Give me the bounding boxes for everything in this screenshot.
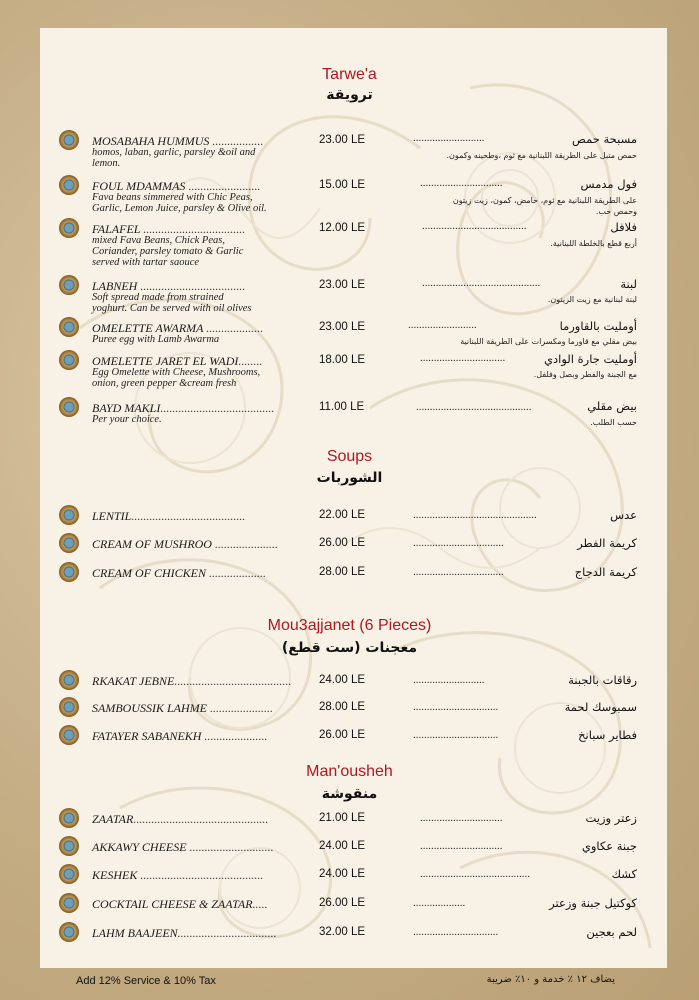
leader-dots: ........................................... xyxy=(422,277,541,289)
item-price: 26.00 LE xyxy=(319,537,366,549)
menu-badge-icon xyxy=(59,697,79,717)
section-title-tarwea: Tarwe'a xyxy=(322,66,377,83)
item-price: 23.00 LE xyxy=(319,134,366,146)
menu-badge-icon xyxy=(59,350,79,370)
section-title-manousheh: Man'ousheh xyxy=(306,763,393,780)
leader-dots: ............................... xyxy=(420,352,506,364)
menu-panel xyxy=(40,28,667,968)
leader-dots: .............................. xyxy=(420,812,503,824)
leader-dots: ................................. xyxy=(413,537,504,549)
item-name: MOSABAHA HUMMUS xyxy=(92,134,210,148)
menu-badge-icon xyxy=(59,275,79,295)
menu-badge-icon xyxy=(59,317,79,337)
leader-dots: ............................................. xyxy=(413,509,537,521)
item-desc-ar: بيض مقلي مع قاورما ومكسرات على الطريقة اللبنانية xyxy=(460,337,637,346)
item-price: 15.00 LE xyxy=(319,179,366,191)
menu-page: Tarwe'a ترويقة MOSABAHA HUMMUS ................. homos, laban, garlic, parsley &oil and lemon. 23.00 LE .......................... مسبحة حمص حمص متبل على الطريقة اللبنانية مع ثوم ،وطحينه وكمون. FOUL MDAMMAS ........................ Fava beans simmered with Chic Peas, Garlic, Lemon Juice, parsley & Olive oil. 15.00 LE .............................. فول مدمس على الطريقة اللبنانية مع ثوم، حامض، كمون، زيت زيتون وحمص حب. FALAFEL .................................. mixed Fava Beans, Chick Peas, Coriander, parsley tomato & Garlic served with tartar saouce 12.00 LE ...................................... فلافل أربع قطع بالخلطة اللبنانية. LABNEH ................................... Soft spread made from strained yoghurt. Can be served with oil olives 23.00 LE ........................................... لبنة لبنة لبنانية مع زيت الزيتون. OMELETTE AWARMA ................... Puree egg with Lamb Awarma 23.00 LE ......................... أومليت بالقاورما بيض مقلي مع قاورما ومكسرات على الطريقة اللبنانية OMELETTE JARET EL WADI........ Egg Omelette with Cheese, Mushrooms, onion, green pepper &cream fresh 18.00 LE ............................... أومليت جارة الوادي مع الجبنة والفطر وبصل وفلفل. BAYD MAKLI...................................... Per your choice. 11.00 LE .......................................... بيض مقلي حسب الطلب. Soups الشوربات LENTIL...................................... 22.00 LE ............................................. عدس CREAM OF MUSHROO ..................... 26.00 LE ................................. كريمة الفطر CREAM OF CHICKEN ................... 28.00 LE ................................. كريمة الدجاج Mou3ajjanet (6 Pieces) معجنات (ست قطع) RKAKAT JEBNE....................................... 24.00 LE .......................... رقاقات بالجبنة SAMBOUSSIK LAHME ..................... 28.00 LE ............................... سمبوسك لحمة FATAYER SABANEKH ..................... 26.00 LE ............................... فطاير سبانخ Man'ousheh منقوشة ZAATAR............................................. 21.00 LE .............................. زعتر وزيت AKKAWY CHEESE ............................ 24.00 LE .............................. جبنة عكاوي KESHEK ......................................... 24.00 LE ........................................ كشك COCKTAIL CHEESE & ZAATAR..... 26.00 LE ................... كوكتيل جبنة وزعتر LAHM BAAJEEN................................. 32.00 LE ............................... لحم بعجين Add 12% Service & 10% Tax يضاف ١٢ ٪ خدمة و ١٠٪ ضريبة xyxy=(0,0,699,1000)
item-desc-ar: حمص متبل على الطريقة اللبنانية مع ثوم ،وطحينه وكمون. xyxy=(446,151,637,160)
menu-badge-icon xyxy=(59,808,79,828)
paisley-background-pattern xyxy=(40,28,667,968)
item-name: KESHEK xyxy=(92,868,138,882)
item-price: 23.00 LE xyxy=(319,321,366,333)
menu-badge-icon xyxy=(59,725,79,745)
item-desc: Per your choice. xyxy=(92,414,162,425)
menu-badge-icon xyxy=(59,533,79,553)
menu-badge-icon xyxy=(59,562,79,582)
item-desc: homos, laban, garlic, parsley &oil and lemon. xyxy=(92,147,256,169)
item-price: 22.00 LE xyxy=(319,509,366,521)
leader-dots: .......................................... xyxy=(416,401,532,413)
item-name-ar: رقاقات بالجبنة xyxy=(568,673,637,687)
item-price: 24.00 LE xyxy=(319,840,366,852)
item-name-ar: كريمة الفطر xyxy=(577,536,637,550)
item-name-ar: كشك xyxy=(611,867,637,881)
item-name-ar: زعتر وزيت xyxy=(585,811,637,825)
leader-dots: ................... xyxy=(413,897,466,909)
menu-badge-icon xyxy=(59,505,79,525)
item-price: 26.00 LE xyxy=(319,729,366,741)
item-name: OMELETTE AWARMA xyxy=(92,321,204,335)
section-title-mouajjanet-ar: معجنات (ست قطع) xyxy=(281,640,418,656)
item-desc: Egg Omelette with Cheese, Mushrooms, onion, green pepper &cream fresh xyxy=(92,367,261,389)
item-price: 18.00 LE xyxy=(319,354,366,366)
leader-dots: .......................... xyxy=(413,674,485,686)
item-price: 12.00 LE xyxy=(319,222,366,234)
item-name-ar: كوكتيل جبنة وزعتر xyxy=(549,896,637,910)
leader-dots: ........................................ xyxy=(420,868,530,880)
item-desc: mixed Fava Beans, Chick Peas, Coriander, parsley tomato & Garlic served with tartar saouce xyxy=(92,235,244,268)
item-price: 28.00 LE xyxy=(319,566,366,578)
leader-dots: ............................... xyxy=(413,729,499,741)
section-title-manousheh-ar: منقوشة xyxy=(321,786,378,802)
item-name-ar: لحم بعجين xyxy=(586,925,637,939)
menu-badge-icon xyxy=(59,836,79,856)
item-desc: Puree egg with Lamb Awarma xyxy=(92,334,220,345)
item-name-ar: لبنة xyxy=(620,277,637,291)
item-price: 23.00 LE xyxy=(319,279,366,291)
section-title-mouajjanet: Mou3ajjanet (6 Pieces) xyxy=(267,617,432,634)
item-name-ar: سمبوسك لحمة xyxy=(564,700,637,714)
item-price: 24.00 LE xyxy=(319,674,366,686)
menu-badge-icon xyxy=(59,864,79,884)
item-name: LAHM BAAJEEN xyxy=(92,926,178,940)
menu-badge-icon xyxy=(59,130,79,150)
item-name: SAMBOUSSIK LAHME xyxy=(92,701,207,715)
item-name: OMELETTE JARET EL WADI xyxy=(92,354,239,368)
item-desc-ar: مع الجبنة والفطر وبصل وفلفل. xyxy=(533,370,637,379)
item-name: FOUL MDAMMAS xyxy=(92,179,186,193)
menu-badge-icon xyxy=(59,670,79,690)
menu-badge-icon xyxy=(59,397,79,417)
item-price: 32.00 LE xyxy=(319,926,366,938)
item-name-ar: أومليت جارة الوادي xyxy=(544,352,637,366)
section-title-soups: Soups xyxy=(326,448,373,465)
item-name: AKKAWY CHEESE xyxy=(92,840,187,854)
leader-dots: .......................... xyxy=(413,132,485,144)
item-name-ar: فول مدمس xyxy=(580,177,637,191)
item-name-ar: فلافل xyxy=(610,220,637,234)
section-title-soups-ar: الشوربات xyxy=(316,470,383,486)
menu-badge-icon xyxy=(59,218,79,238)
footer-tax-note-ar: يضاف ١٢ ٪ خدمة و ١٠٪ ضريبة xyxy=(486,974,615,985)
item-name-ar: أومليت بالقاورما xyxy=(559,319,637,333)
leader-dots: ................................. xyxy=(413,566,504,578)
menu-badge-icon xyxy=(59,893,79,913)
item-name: LABNEH xyxy=(92,279,138,293)
item-name-ar: فطاير سبانخ xyxy=(578,728,637,742)
leader-dots: ............................... xyxy=(413,926,499,938)
item-price: 11.00 LE xyxy=(319,401,365,413)
section-title-tarwea-ar: ترويقة xyxy=(326,87,373,103)
item-name: LENTIL xyxy=(92,509,132,523)
item-name-ar: عدس xyxy=(610,508,637,522)
item-name-ar: بيض مقلي xyxy=(587,399,637,413)
item-desc-ar: حسب الطلب. xyxy=(590,418,637,427)
leader-dots: .............................. xyxy=(420,177,503,189)
item-price: 24.00 LE xyxy=(319,868,366,880)
menu-badge-icon xyxy=(59,922,79,942)
leader-dots: ......................... xyxy=(408,319,477,331)
item-desc-ar: أربع قطع بالخلطة اللبنانية. xyxy=(550,239,637,248)
item-desc-ar: لبنة لبنانية مع زيت الزيتون. xyxy=(547,295,637,304)
item-name: CREAM OF MUSHROO xyxy=(92,537,212,551)
item-desc-ar: على الطريقة اللبنانية مع ثوم، حامض، كمون، زيت زيتون وحمص حب. xyxy=(452,196,637,216)
leader-dots: ............................... xyxy=(413,701,499,713)
leader-dots: .............................. xyxy=(420,840,503,852)
item-name-ar: جبنة عكاوي xyxy=(581,839,637,853)
item-price: 21.00 LE xyxy=(319,812,366,824)
item-desc: Fava beans simmered with Chic Peas, Garlic, Lemon Juice, parsley & Olive oil. xyxy=(92,192,267,214)
footer-tax-note: Add 12% Service & 10% Tax xyxy=(76,975,216,987)
item-name: RKAKAT JEBNE xyxy=(92,674,175,688)
item-name-ar: كريمة الدجاج xyxy=(574,565,637,579)
item-name: FATAYER SABANEKH xyxy=(92,729,202,743)
item-name: BAYD MAKLI xyxy=(92,401,161,415)
item-name: CREAM OF CHICKEN xyxy=(92,566,206,580)
item-desc: Soft spread made from strained yoghurt. Can be served with oil olives xyxy=(92,292,252,314)
leader-dots: ...................................... xyxy=(422,220,527,232)
item-price: 28.00 LE xyxy=(319,701,366,713)
item-price: 26.00 LE xyxy=(319,897,366,909)
menu-badge-icon xyxy=(59,175,79,195)
item-name: COCKTAIL CHEESE & ZAATAR xyxy=(92,897,253,911)
item-name-ar: مسبحة حمص xyxy=(572,132,637,146)
item-name: FALAFEL xyxy=(92,222,141,236)
item-name: ZAATAR xyxy=(92,812,134,826)
